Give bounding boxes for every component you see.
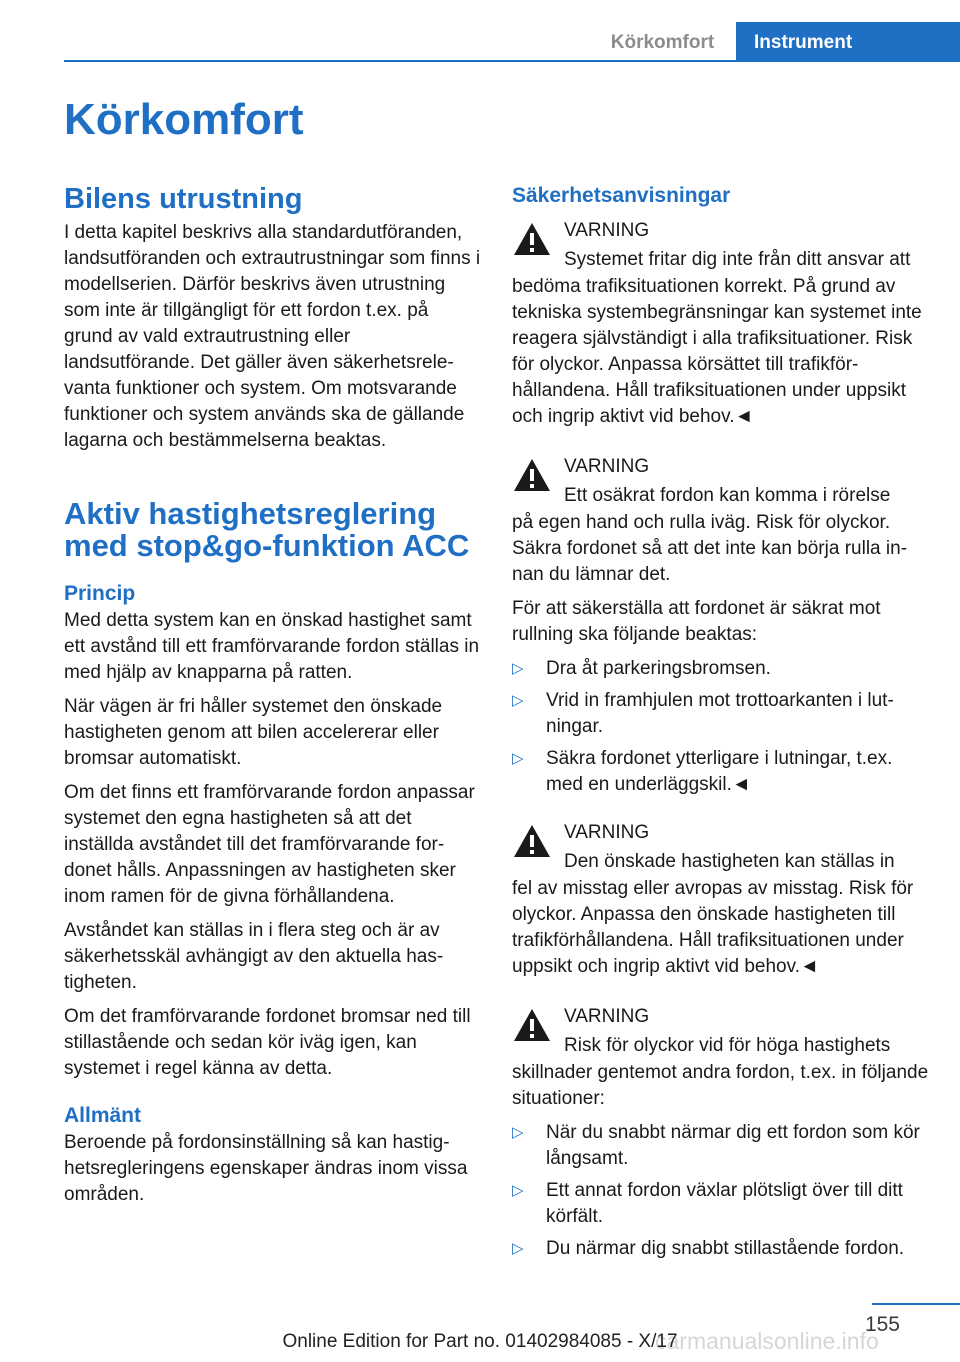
secure-intro: För att säkerställa att fordonet är säkrat mot rullning ska följande beaktas: xyxy=(512,598,881,645)
safety-heading: Säkerhetsanvisningar xyxy=(512,184,731,207)
list-item-text: Dra åt parkeringsbromsen. xyxy=(546,658,771,679)
general-heading: Allmänt xyxy=(64,1104,142,1127)
list-item-text: Säkra fordonet ytterligare i lutningar, t.ex. med en underläggskil.◄ xyxy=(546,748,893,795)
principle-paragraph: Avståndet kan ställas in i flera steg och är av säkerhetsskäl avhängigt av den aktuella hastigheten. xyxy=(64,920,444,993)
warning-text: på egen hand och rulla iväg. Risk för olyckor. Säkra fordonet så att det inte kan börja rulla innan du lämnar det. xyxy=(512,512,908,585)
bullet-arrow-icon: ▷ xyxy=(512,750,524,767)
warning-text: Systemet fritar dig inte från ditt ansvar att xyxy=(564,249,911,270)
bullet-arrow-icon: ▷ xyxy=(512,660,524,677)
principle-paragraph: Med detta system kan en önskad hastighet samt ett avstånd till ett framförvarande fordon ställas in med hjälp av knapparna på ratten. xyxy=(64,610,480,683)
list-item xyxy=(512,1178,930,1230)
warning-triangle-icon xyxy=(512,821,552,861)
warning-triangle-icon xyxy=(512,1005,552,1045)
header-chapter-tab[interactable]: Instrument xyxy=(736,22,960,62)
list-item xyxy=(512,656,930,682)
header-rule xyxy=(64,60,960,62)
principle-paragraph: När vägen är fri håller systemet den önskade hastigheten genom att bilen accelererar eller bromsar automatiskt. xyxy=(64,696,443,769)
principle-paragraph: Om det finns ett framförvarande fordon anpassar systemet den egna hastigheten så att det inställda avståndet till det framförvarande fordonet hålls. Anpassningen av hastigheten sker inom ramen för de givna förhållandena. xyxy=(64,782,475,907)
page-number: 155 xyxy=(864,1313,900,1336)
watermark: carmanualsonline.info xyxy=(655,1328,879,1354)
warning-text: Risk för olyckor vid för höga hastighets xyxy=(564,1035,891,1056)
principle-paragraph: Om det framförvarande fordonet bromsar ned till stillastående och sedan kör iväg igen, kan systemet i regel känna av detta. xyxy=(64,1006,471,1079)
bullet-arrow-icon: ▷ xyxy=(512,1182,524,1199)
warning-label: VARNING xyxy=(564,220,650,241)
list-item xyxy=(512,688,930,740)
bullet-arrow-icon: ▷ xyxy=(512,1124,524,1141)
warning-label: VARNING xyxy=(564,456,650,477)
acc-heading: Aktiv hastighetsreglering med stop&go-funktion ACC xyxy=(64,496,470,563)
list-item xyxy=(512,746,930,798)
equipment-paragraph: I detta kapitel beskrivs alla standardutföranden, landsutföranden och extrautrustningar som finns i modellserien. Därför beskrivs även utrustning som inte är tillgängligt för ett fordon t.ex. på grund av vald extrautrustning eller landsutförande. Det gäller även säkerhetsrelevanta funktioner och system. Om motsvarande funktioner och system används ska de gällande lagarna och bestämmelserna beaktas. xyxy=(64,222,481,451)
warning-block xyxy=(512,818,930,980)
bullet-arrow-icon: ▷ xyxy=(512,692,524,709)
chapter-title: Körkomfort xyxy=(64,95,304,144)
warning-text: Den önskade hastigheten kan ställas in xyxy=(564,851,895,872)
warning-text: skillnader gentemot andra fordon, t.ex. in följande situationer: xyxy=(512,1062,929,1109)
bullet-arrow-icon: ▷ xyxy=(512,1240,524,1257)
left-column xyxy=(64,180,482,1216)
principle-heading: Princip xyxy=(64,582,136,605)
equipment-heading: Bilens utrustning xyxy=(64,183,303,215)
secure-list xyxy=(512,656,930,798)
warning-text: fel av misstag eller avropas av misstag. Risk för olyckor. Anpassa den önskade hastigheten till trafikförhållandena. Håll trafiksituationen under uppsikt och ingrip aktivt vid behov.◄ xyxy=(512,878,914,977)
situation-list xyxy=(512,1120,930,1262)
warning-text: Ett osäkrat fordon kan komma i rörelse xyxy=(564,485,891,506)
right-column xyxy=(512,180,930,1270)
warning-block xyxy=(512,1002,930,1112)
warning-triangle-icon xyxy=(512,455,552,495)
list-item-text: När du snabbt närmar dig ett fordon som kör långsamt. xyxy=(546,1122,920,1169)
warning-label: VARNING xyxy=(564,1006,650,1027)
warning-block xyxy=(512,216,930,430)
edition-footer: Online Edition for Part no. 01402984085 - X/17 xyxy=(282,1331,678,1352)
warning-triangle-icon xyxy=(512,219,552,259)
warning-label: VARNING xyxy=(564,822,650,843)
page-number-rule xyxy=(872,1303,960,1305)
list-item-text: Vrid in framhjulen mot trottoarkanten i lutningar. xyxy=(546,690,894,737)
general-paragraph: Beroende på fordonsinställning så kan hastighetsregleringens egenskaper ändras inom vissa områden. xyxy=(64,1132,468,1205)
header-section-tab[interactable]: Körkomfort xyxy=(610,32,715,53)
warning-text: bedöma trafiksituationen korrekt. På grund av tekniska systembegränsningar kan systemet inte reagera självständigt i alla trafiksituationer. Risk för olyckor. Anpassa körsättet till trafikförhållandena. Håll trafiksituationen under uppsikt och ingrip aktivt vid behov.◄ xyxy=(512,276,922,427)
warning-block xyxy=(512,452,930,588)
list-item-text: Ett annat fordon växlar plötsligt över till ditt körfält. xyxy=(546,1180,903,1227)
list-item-text: Du närmar dig snabbt stillastående fordon. xyxy=(546,1238,905,1259)
list-item xyxy=(512,1236,930,1262)
list-item xyxy=(512,1120,930,1172)
